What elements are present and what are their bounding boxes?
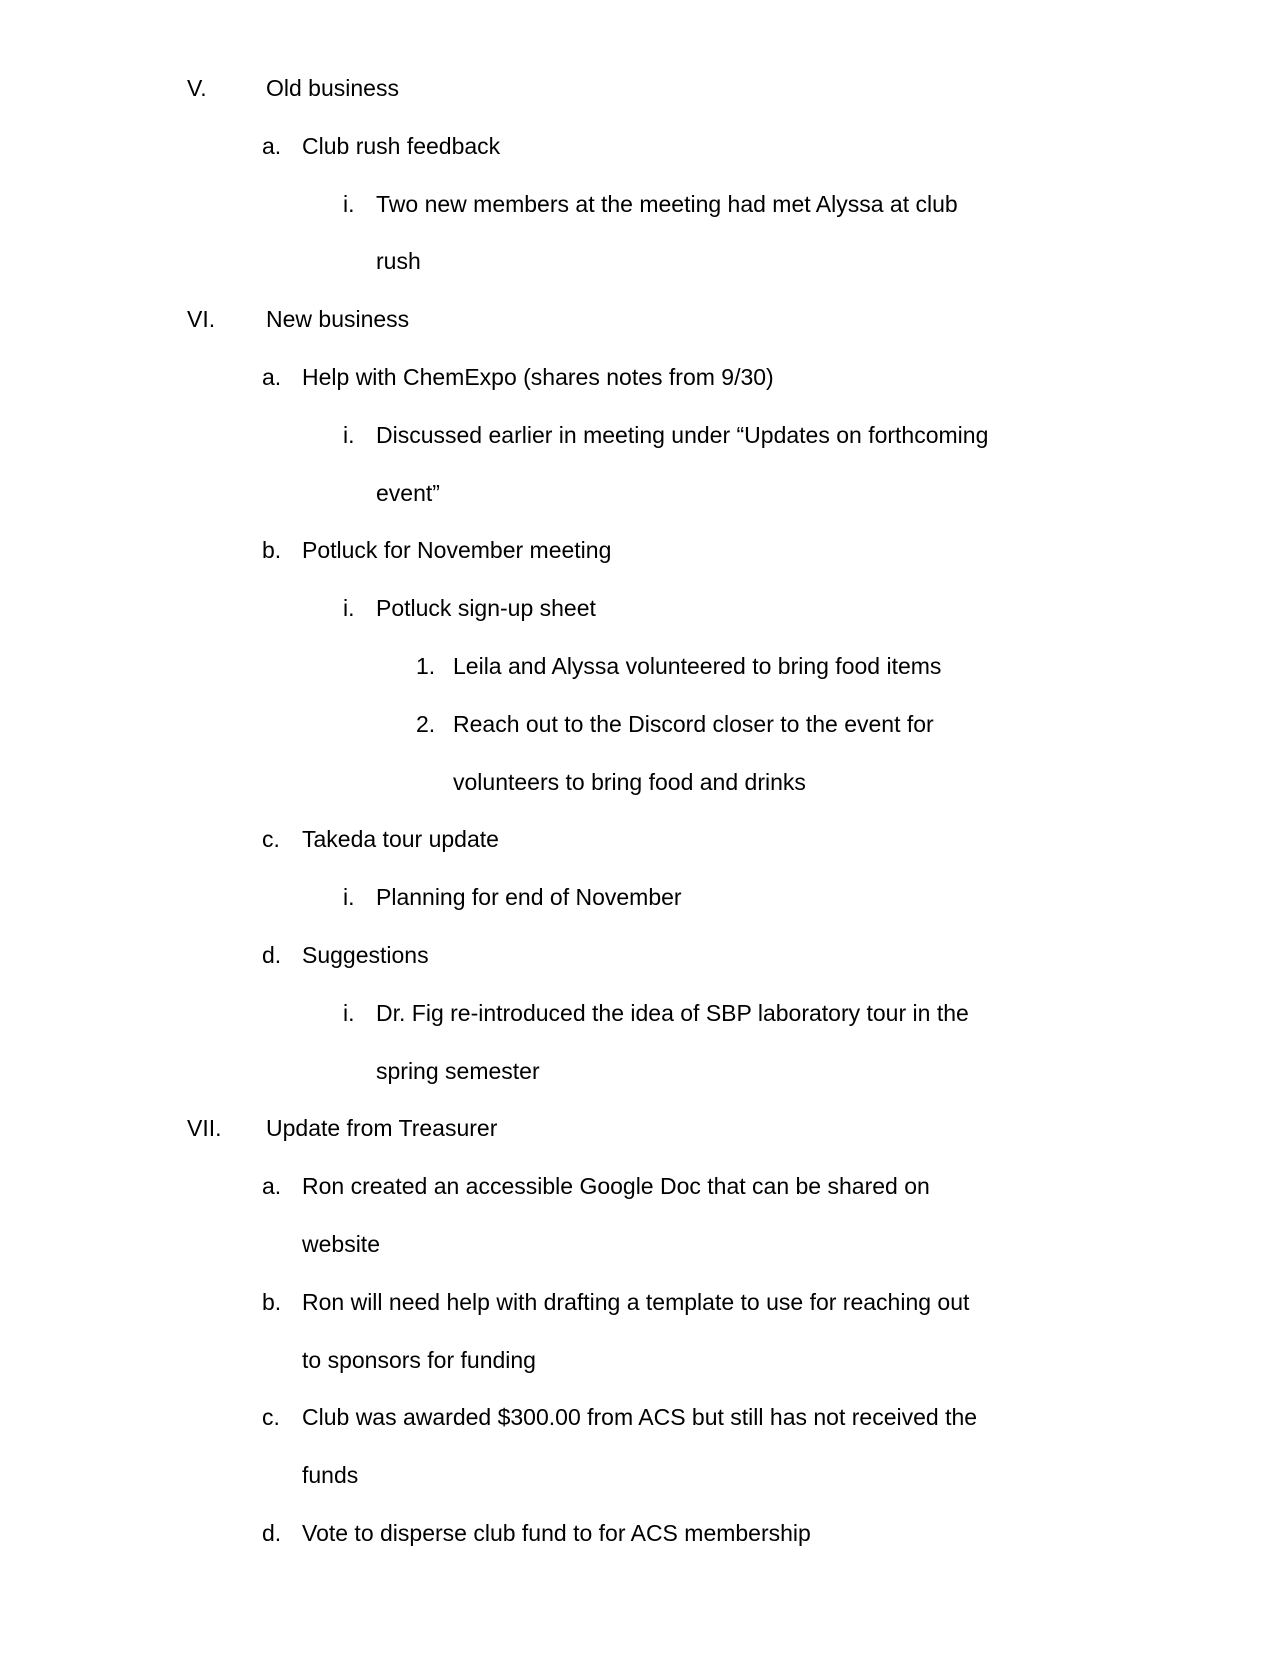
list-item-text <box>266 291 1280 349</box>
list-item <box>0 811 1280 869</box>
list-marker: d. <box>262 941 282 968</box>
list-item-text <box>302 927 1280 985</box>
list-item-line: Discussed earlier in meeting under “Updates on forthcoming <box>376 421 989 448</box>
list-item <box>0 1274 1280 1390</box>
list-item-text <box>302 1274 1280 1390</box>
list-marker: i. <box>343 884 355 911</box>
list-marker: 1. <box>416 652 436 679</box>
list-item-text <box>302 522 1280 580</box>
list-item <box>0 638 1280 696</box>
list-item-text <box>376 869 1280 927</box>
list-item <box>0 1389 1280 1505</box>
list-item-line: funds <box>302 1462 359 1489</box>
list-item <box>0 60 1280 118</box>
list-item-line: Club rush feedback <box>302 132 501 159</box>
list-item-text <box>376 985 1280 1101</box>
list-marker: b. <box>262 1288 282 1315</box>
list-item <box>0 291 1280 349</box>
list-marker: i. <box>343 190 355 217</box>
list-item-line: Suggestions <box>302 941 429 968</box>
list-item <box>0 1505 1280 1563</box>
list-item-line: Takeda tour update <box>302 826 499 853</box>
list-item-text <box>376 580 1280 638</box>
list-item-line: Potluck for November meeting <box>302 537 612 564</box>
list-marker: V. <box>187 75 207 101</box>
list-item-line: New business <box>266 306 410 333</box>
list-item-text <box>302 1505 1280 1563</box>
list-item-line: to sponsors for funding <box>302 1346 536 1373</box>
list-item-text <box>302 811 1280 869</box>
list-item <box>0 522 1280 580</box>
list-item <box>0 985 1280 1101</box>
list-item-line: Old business <box>266 75 399 101</box>
list-item-line: volunteers to bring food and drinks <box>453 768 806 795</box>
list-marker: 2. <box>416 710 436 737</box>
list-item-line: Vote to disperse club fund to for ACS membership <box>302 1519 811 1546</box>
list-item-line: rush <box>376 248 421 275</box>
list-item <box>0 869 1280 927</box>
list-item-line: Reach out to the Discord closer to the event for <box>453 710 934 737</box>
list-item-line: Ron will need help with drafting a template to use for reaching out <box>302 1288 970 1315</box>
list-item-line: Two new members at the meeting had met Alyssa at club <box>376 190 958 217</box>
list-item-text <box>302 1389 1280 1505</box>
list-item-line: Club was awarded $300.00 from ACS but still has not received the <box>302 1404 978 1431</box>
list-item <box>0 927 1280 985</box>
list-item-text <box>302 349 1280 407</box>
list-marker: a. <box>262 132 282 159</box>
list-item-line: Help with ChemExpo (shares notes from 9/30) <box>302 363 774 390</box>
list-marker: VI. <box>187 306 216 333</box>
list-item-line: website <box>302 1230 380 1257</box>
list-item-text <box>376 407 1280 523</box>
list-item <box>0 1158 1280 1274</box>
list-item-line: Planning for end of November <box>376 884 682 911</box>
list-item-text <box>453 638 1280 696</box>
outline-list <box>0 60 1280 1563</box>
list-item-line: Dr. Fig re-introduced the idea of SBP laboratory tour in the <box>376 999 969 1026</box>
list-item-line: Potluck sign-up sheet <box>376 595 596 622</box>
list-item-line: event” <box>376 479 440 506</box>
list-item <box>0 580 1280 638</box>
list-item <box>0 118 1280 176</box>
list-item-line: Update from Treasurer <box>266 1115 498 1142</box>
list-item <box>0 696 1280 812</box>
list-item <box>0 349 1280 407</box>
list-marker: i. <box>343 999 355 1026</box>
list-marker: c. <box>262 1404 280 1431</box>
list-item <box>0 407 1280 523</box>
list-marker: b. <box>262 537 282 564</box>
list-item-text <box>453 696 1280 812</box>
list-marker: VII. <box>187 1115 222 1142</box>
list-item-text <box>302 1158 1280 1274</box>
list-marker: c. <box>262 826 280 853</box>
list-item-text <box>376 176 1280 292</box>
list-item-text <box>266 1100 1280 1158</box>
list-marker: a. <box>262 1173 282 1200</box>
list-item <box>0 1100 1280 1158</box>
list-marker: d. <box>262 1519 282 1546</box>
list-item-line: spring semester <box>376 1057 540 1084</box>
list-item-text <box>266 60 1280 118</box>
list-item <box>0 176 1280 292</box>
list-item-line: Ron created an accessible Google Doc that can be shared on <box>302 1173 930 1200</box>
list-marker: a. <box>262 363 282 390</box>
list-marker: i. <box>343 421 355 448</box>
list-item-line: Leila and Alyssa volunteered to bring food items <box>453 652 942 679</box>
list-marker: i. <box>343 595 355 622</box>
list-item-text <box>302 118 1280 176</box>
